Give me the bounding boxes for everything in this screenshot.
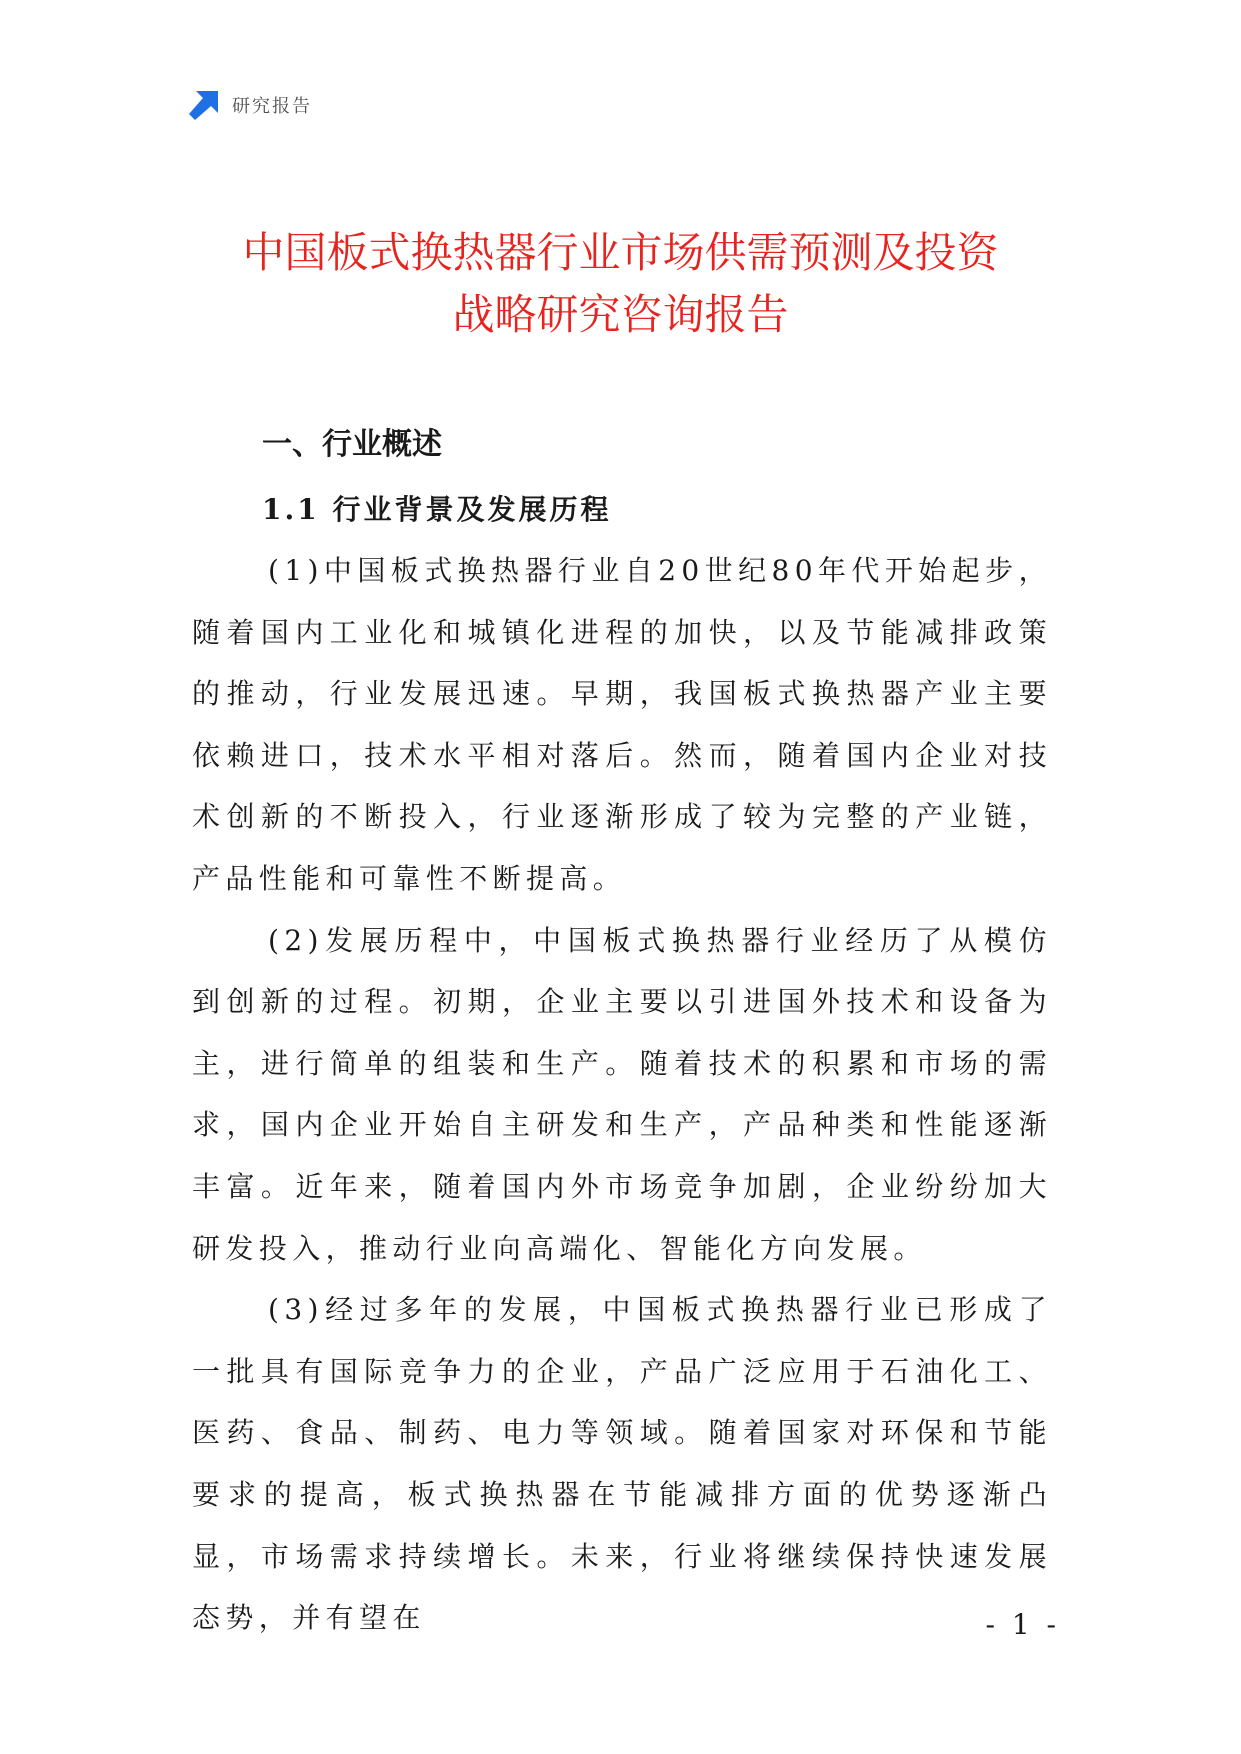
report-title	[150, 222, 1091, 346]
header-label: 研究报告	[232, 96, 312, 117]
page-header	[188, 88, 312, 122]
subsection-heading: 1.1 行业背景及发展历程	[262, 493, 612, 526]
paragraph-3: (3)经过多年的发展，中国板式换热器行业已形成了一批具有国际竞争力的企业，产品广泛应用于石油化工、医药、食品、制药、电力等领域。随着国家对环保和节能要求的提高，板式换热器在节能减排方面的优势逐渐凸显，市场需求持续增长。未来，行业将继续保持快速发展态势，并有望在	[192, 1293, 1052, 1635]
section-heading: 一、行业概述	[262, 427, 442, 462]
paragraph-1: (1)中国板式换热器行业自20世纪80年代开始起步，随着国内工业化和城镇化进程的加快，以及节能减排政策的推动，行业发展迅速。早期，我国板式换热器产业主要依赖进口，技术水平相对落后。然而，随着国内企业对技术创新的不断投入，行业逐渐形成了较为完整的产业链，产品性能和可靠性不断提高。	[192, 554, 1052, 895]
report-title-line-2: 战略研究咨询报告	[452, 290, 789, 339]
report-title-line-1: 中国板式换热器行业市场供需预测及投资	[242, 228, 999, 277]
main-content	[192, 420, 1052, 1649]
page-number: - 1 -	[985, 1608, 1060, 1641]
paragraph-2: (2)发展历程中，中国板式换热器行业经历了从模仿到创新的过程。初期，企业主要以引进国外技术和设备为主，进行简单的组装和生产。随着技术的积累和市场的需求，国内企业开始自主研发和生产，产品种类和性能逐渐丰富。近年来，随着国内外市场竞争加剧，企业纷纷加大研发投入，推动行业向高端化、智能化方向发展。	[192, 923, 1052, 1265]
arrow-up-right-icon	[188, 89, 220, 121]
